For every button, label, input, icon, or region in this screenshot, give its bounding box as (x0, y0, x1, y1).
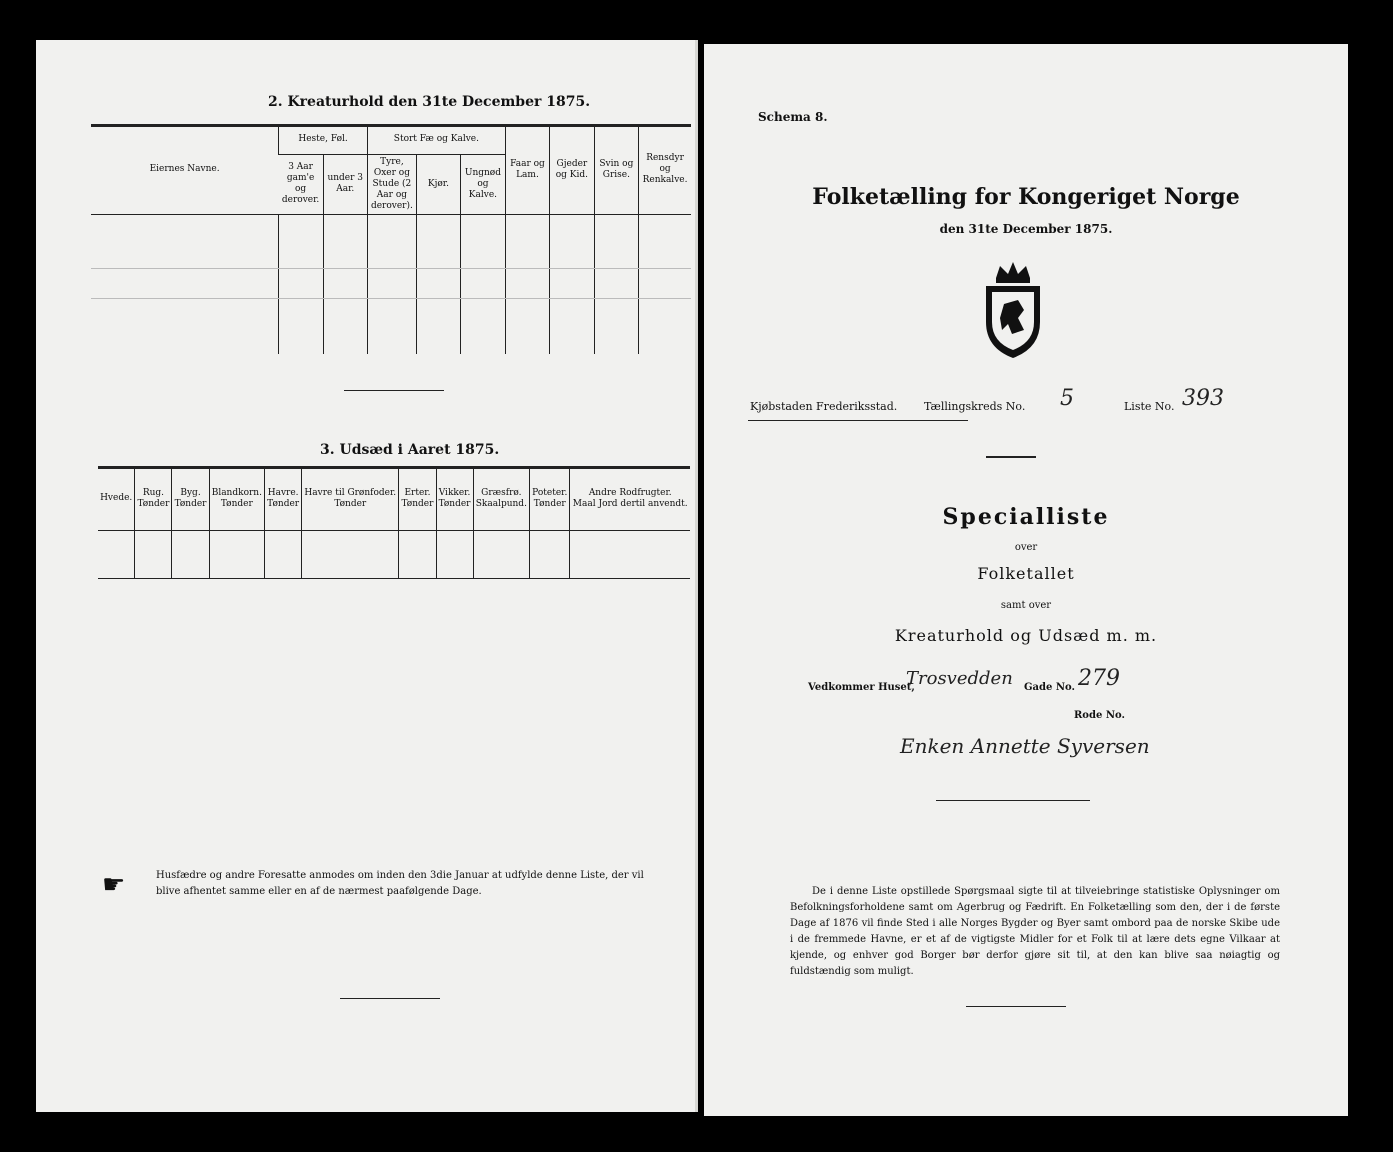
cattle-sub-header: Kjør. (416, 154, 460, 214)
seed-header-rodfrugter: Andre Rodfrugter. Maal Jord dertil anvendt. (570, 468, 690, 530)
seed-header-byg: Byg. Tønder (172, 468, 209, 530)
pigs-header: Svin og Grise. (594, 126, 638, 214)
livestock-table (91, 126, 691, 354)
pointing-hand-icon: ☛ (102, 870, 126, 900)
reindeer-header: Rensdyr og Renkalve. (639, 126, 691, 214)
seed-header-vikker: Vikker. Tønder (436, 468, 473, 530)
gade-label: Gade No. (1024, 682, 1075, 693)
main-title: Folketælling for Kongeriget Norge (812, 184, 1240, 210)
seed-header-erter: Erter. Tønder (399, 468, 436, 530)
owner-handwritten: Enken Annette Syversen (900, 734, 1150, 758)
seed-header-graesfro: Græsfrø. Skaalpund. (473, 468, 529, 530)
divider (966, 1006, 1066, 1007)
coat-of-arms-icon (978, 260, 1048, 360)
folketallet-text: Folketallet (977, 564, 1075, 583)
goats-header: Gjeder og Kid. (550, 126, 595, 214)
horses-sub-header: under 3 Aar. (323, 154, 367, 214)
seed-header-poteter: Poteter. Tønder (530, 468, 570, 530)
entry-line (91, 298, 691, 299)
entry-line (91, 268, 691, 269)
list-label: Liste No. (1124, 400, 1175, 413)
cattle-sub-header: Tyre, Oxer og Stude (2 Aar og derover). (367, 154, 416, 214)
cattle-header: Stort Fæ og Kalve. (367, 126, 505, 154)
horses-sub-header: 3 Aar gam'e og derover. (279, 154, 323, 214)
census-date: den 31te December 1875. (939, 222, 1113, 236)
left-page (36, 40, 698, 1112)
divider (936, 800, 1090, 801)
seed-header-gronfoder: Havre til Grønfoder. Tønder (302, 468, 399, 530)
section3-title: 3. Udsæd i Aaret 1875. (320, 442, 500, 458)
seed-header-rug: Rug. Tønder (135, 468, 172, 530)
district-label: Tællingskreds No. (924, 400, 1026, 413)
specialliste-title: Specialliste (942, 504, 1110, 530)
notice-text: Husfædre og andre Foresatte anmodes om inden den 3die Januar at udfylde denne Liste, der vil blive afhentet samme eller en af de nærmest paafølgende Dage. (156, 870, 644, 897)
footnote-text: De i denne Liste opstillede Spørgsmaal sigte til at tilveiebringe statistiske Oplysninger om Befolkningsforholdene samt om Agerbrug og Fædrift. En Folketælling som den, der i de første Dage af 1876 vil finde Sted i alle Norges Bygder og Byer samt ombord paa de norske Skibe ude i de fremmede Havne, er et af de vigtigste Midler for et Folk til at lære dets egne Vilkaar at kjende, og enhver god Borger bør derfor gjøre sit til, at den kan blive saa nøiagtig og fuldstændig som muligt. (790, 886, 1280, 977)
street-value: Trosvedden (906, 668, 1013, 689)
seed-header-havre: Havre. Tønder (265, 468, 302, 530)
rode-label: Rode No. (1074, 710, 1125, 721)
gade-value: 279 (1078, 666, 1120, 691)
seed-table (98, 468, 690, 579)
sheep-header: Faar og Lam. (505, 126, 549, 214)
schema-label: Schema 8. (758, 110, 828, 124)
seed-header-blandkorn: Blandkorn. Tønder (209, 468, 265, 530)
divider (344, 390, 444, 391)
over-text: over (1014, 542, 1038, 553)
kreaturhold-text: Kreaturhold og Udsæd m. m. (894, 626, 1158, 645)
right-page (704, 44, 1348, 1116)
list-value: 393 (1182, 386, 1224, 411)
divider (340, 998, 440, 999)
district-value: 5 (1060, 386, 1074, 411)
house-label: Vedkommer Huset, (808, 682, 915, 693)
divider (986, 456, 1036, 458)
cattle-sub-header: Ungnød og Kalve. (461, 154, 506, 214)
owner-header: Eiernes Navne. (149, 164, 220, 175)
samt-over-text: samt over (1000, 600, 1052, 611)
horses-header: Heste, Føl. (279, 126, 368, 154)
seed-header-hvede: Hvede. (100, 493, 133, 504)
section2-title: 2. Kreaturhold den 31te December 1875. (268, 94, 591, 110)
town-underline (748, 420, 968, 421)
town-label: Kjøbstaden Frederiksstad. (750, 400, 898, 413)
